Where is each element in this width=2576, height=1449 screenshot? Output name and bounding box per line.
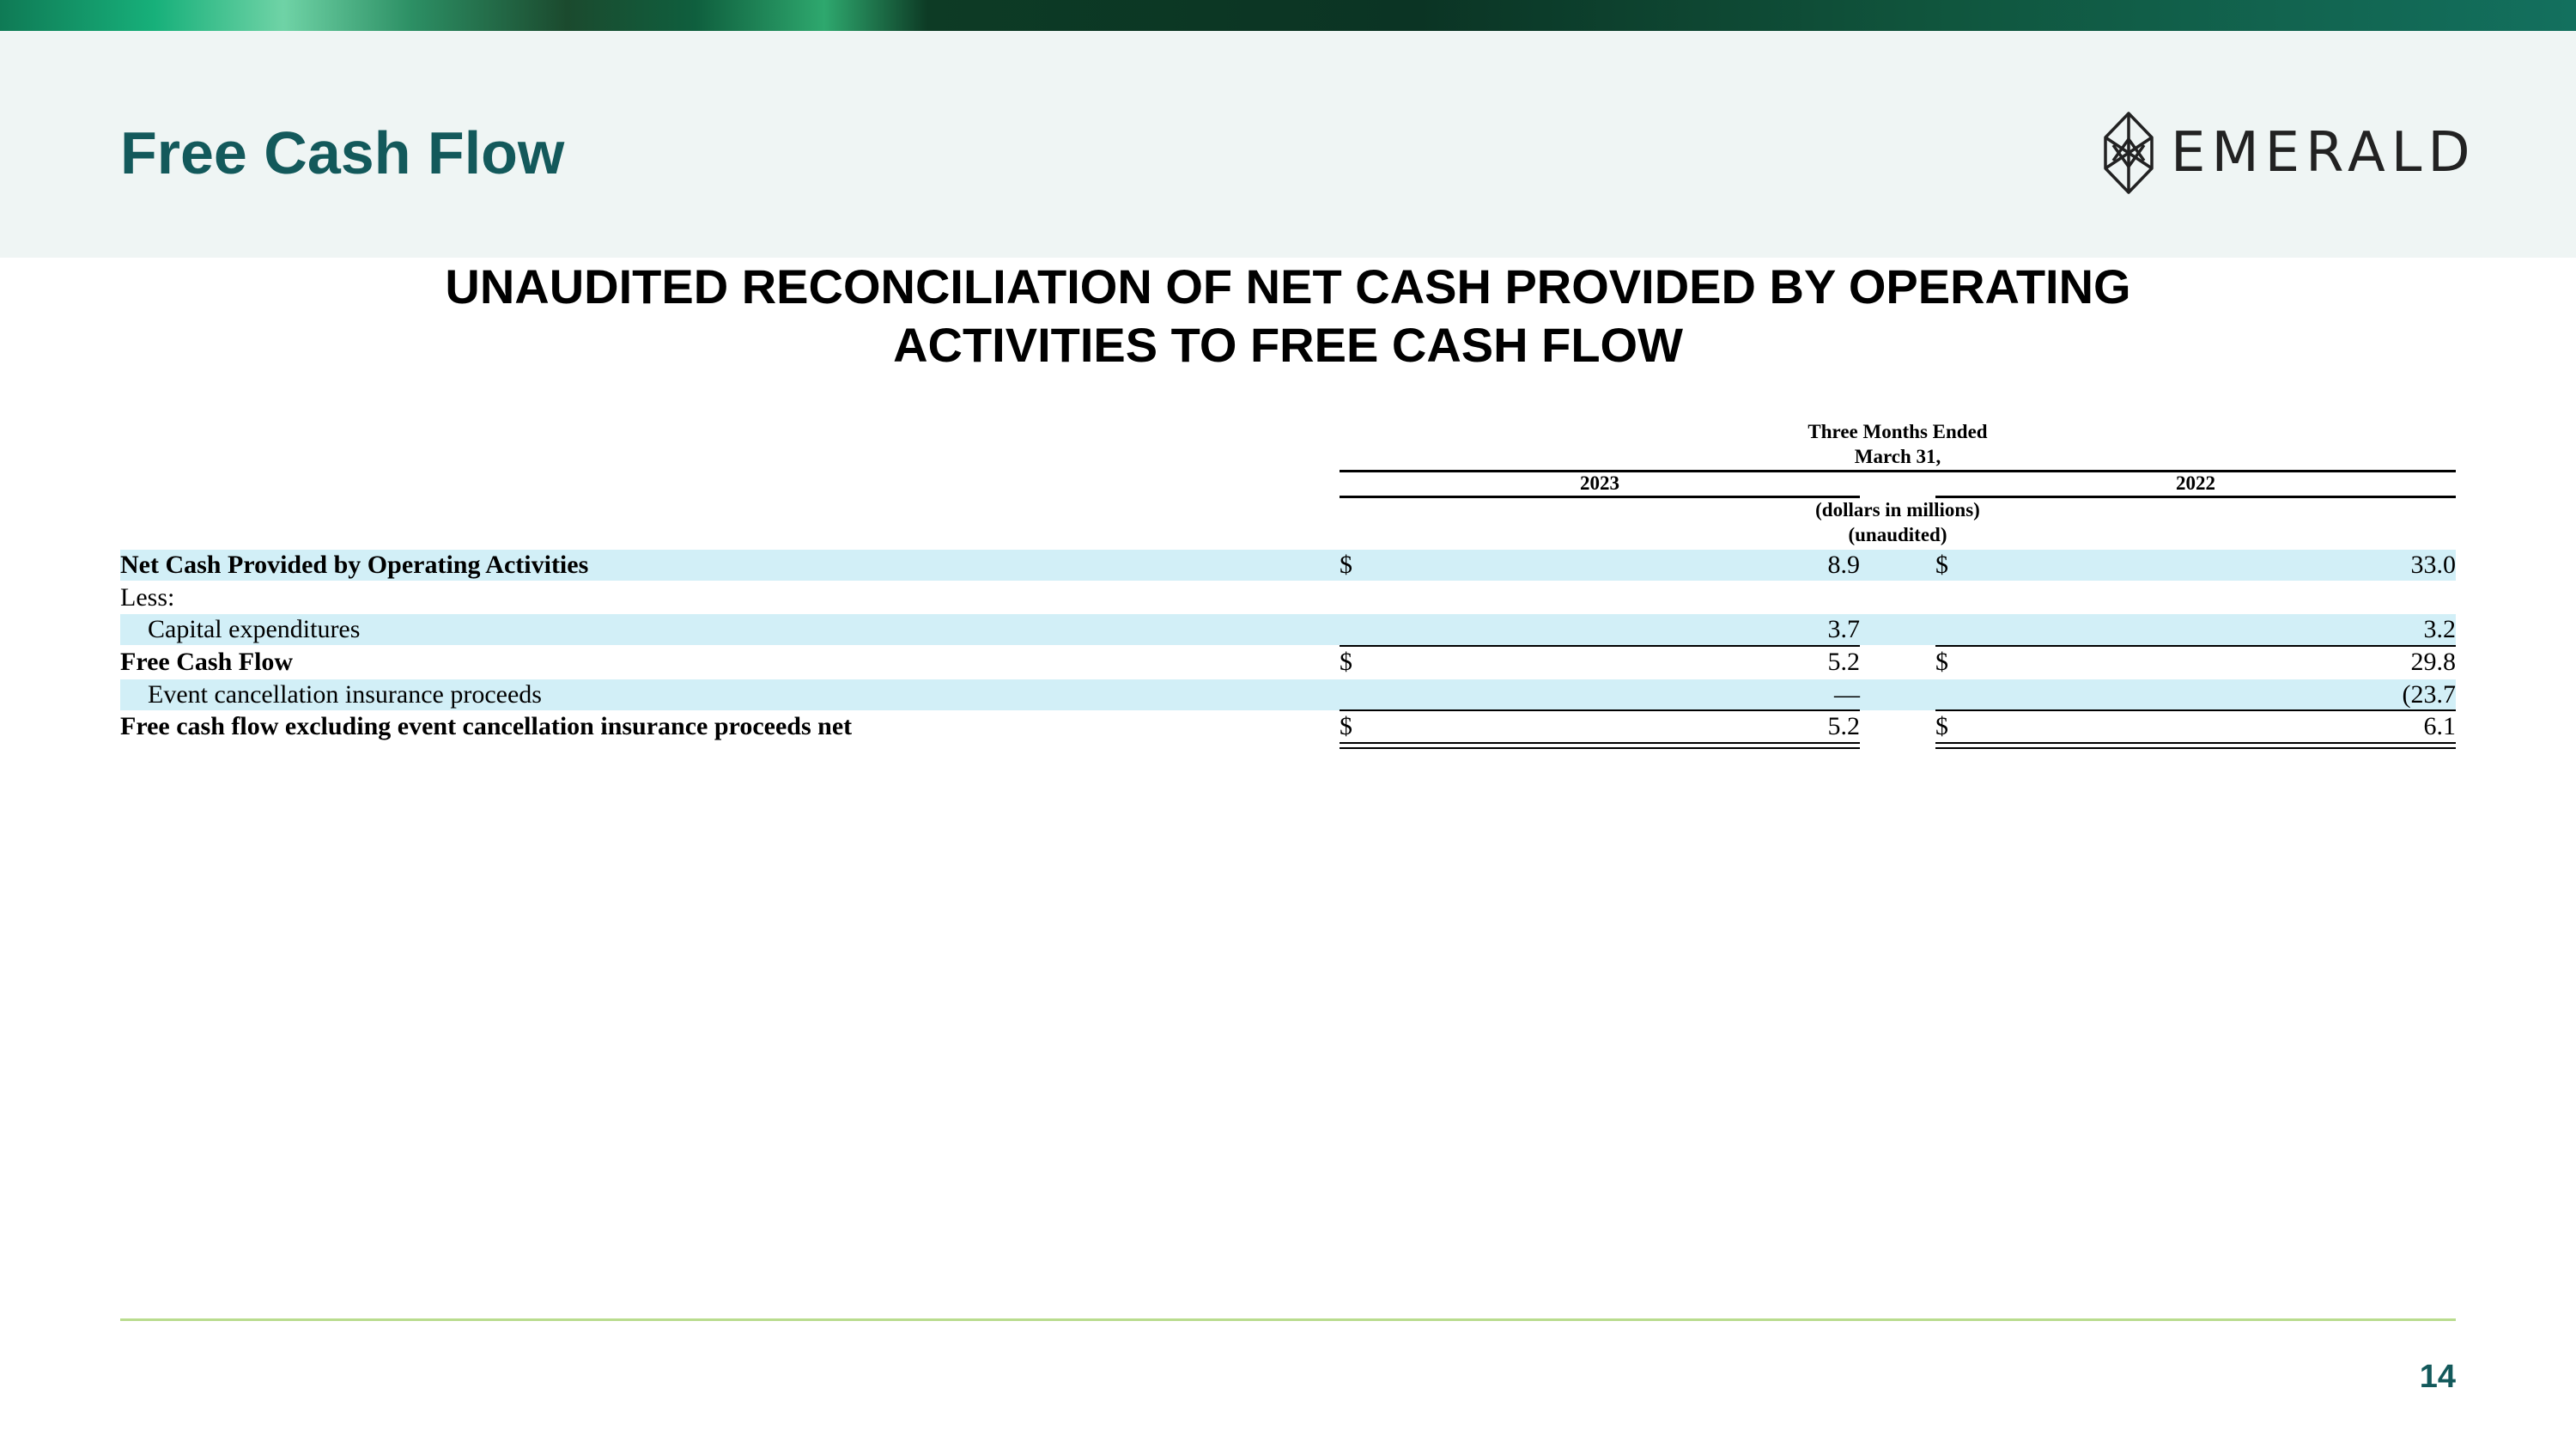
currency-symbol: $ (1340, 648, 1352, 676)
table-row (120, 614, 2456, 645)
currency-symbol: $ (1340, 551, 1352, 579)
units-line-2: (unaudited) (1848, 524, 1947, 545)
page-title: Free Cash Flow (120, 119, 565, 186)
column-rule-2022 (1935, 496, 2456, 498)
brand-logo (2102, 112, 2476, 194)
report-title-line-1: UNAUDITED RECONCILIATION OF NET CASH PROVIDED BY OPERATING (445, 259, 2131, 314)
row-label: Net Cash Provided by Operating Activities (120, 551, 589, 579)
column-header-2022: 2022 (2176, 472, 2215, 494)
table-row (120, 550, 2456, 581)
value-2022: 29.8 (2410, 648, 2456, 676)
report-title (258, 258, 2318, 374)
value-2022: 33.0 (2410, 551, 2456, 579)
footer-rule (120, 1318, 2456, 1321)
value-2022: 6.1 (2423, 712, 2456, 740)
report-title-line-2: ACTIVITIES TO FREE CASH FLOW (893, 318, 1683, 372)
table-row (120, 679, 2456, 710)
value-2022: (23.7 (2402, 680, 2456, 709)
emerald-gem-icon (2102, 112, 2155, 194)
currency-symbol: $ (1935, 648, 1948, 676)
table-row (120, 711, 2456, 742)
value-2023: 3.7 (1827, 615, 1860, 643)
row-label: Capital expenditures (148, 615, 361, 643)
currency-symbol: $ (1935, 551, 1948, 579)
table-row (120, 647, 2456, 678)
page-number: 14 (2419, 1359, 2456, 1395)
period-header-line-2: March 31, (1854, 446, 1941, 467)
value-2022: 3.2 (2423, 615, 2456, 643)
row-label: Event cancellation insurance proceeds (148, 680, 542, 709)
total-double-rule-2023 (1340, 742, 1860, 749)
units-line-1: (dollars in millions) (1815, 499, 1980, 521)
brand-name: EMERALD (2171, 121, 2476, 185)
value-2023: 8.9 (1827, 551, 1860, 579)
currency-symbol: $ (1935, 712, 1948, 740)
value-2023: — (1834, 680, 1860, 709)
top-gradient-bar (0, 0, 2576, 31)
row-label: Free Cash Flow (120, 648, 294, 676)
row-label: Less: (120, 583, 175, 612)
value-2023: 5.2 (1827, 712, 1860, 740)
row-label: Free cash flow excluding event cancellation insurance proceeds net (120, 712, 853, 740)
total-double-rule-2022 (1935, 742, 2456, 749)
column-rule-2023 (1340, 496, 1860, 498)
column-header-2023: 2023 (1580, 472, 1619, 494)
currency-symbol: $ (1340, 712, 1352, 740)
table-row (120, 582, 2456, 613)
period-header-line-1: Three Months Ended (1807, 421, 1988, 442)
value-2023: 5.2 (1827, 648, 1860, 676)
